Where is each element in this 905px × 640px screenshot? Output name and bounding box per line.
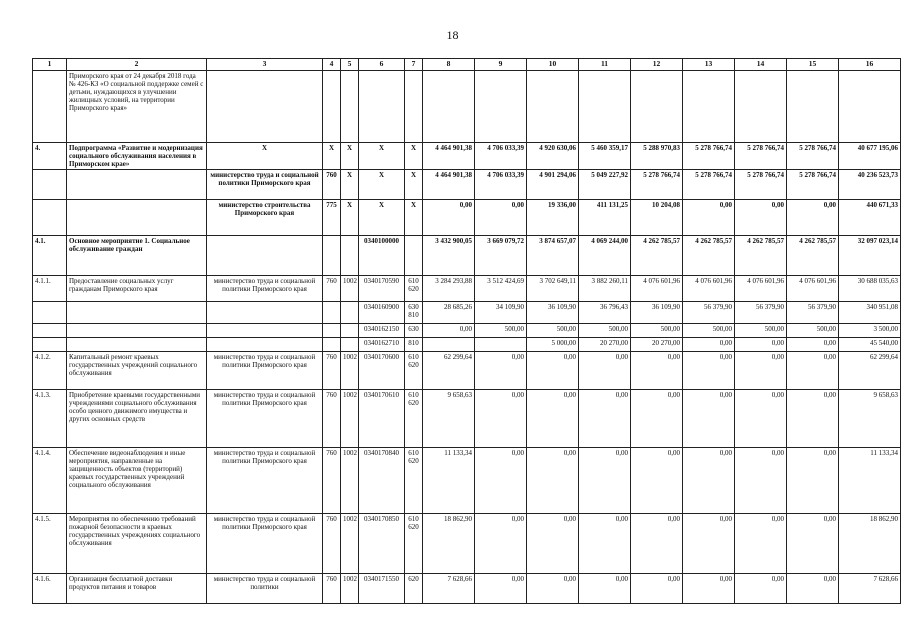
table-cell	[527, 71, 579, 143]
table-cell: 56 379,90	[683, 302, 735, 324]
table-cell: 0,00	[579, 448, 631, 514]
table-cell: 0,00	[579, 574, 631, 604]
table-cell: 760	[323, 276, 341, 302]
table-row	[33, 352, 901, 390]
table-cell: X	[359, 143, 405, 170]
table-cell: 0,00	[527, 514, 579, 574]
table-cell: 0340170590	[359, 276, 405, 302]
table-cell: 5 000,00	[527, 338, 579, 352]
table-row	[33, 324, 901, 338]
table-cell	[67, 200, 207, 236]
table-cell: 0,00	[423, 200, 475, 236]
table-cell: Подпрограмма «Развитие и модернизация социального обслуживания населения в Приморском крае»	[67, 143, 207, 170]
table-cell: 7 628,66	[839, 574, 901, 604]
table-cell: 500,00	[735, 324, 787, 338]
table-cell: 0,00	[787, 390, 839, 448]
table-cell: 0340170600	[359, 352, 405, 390]
table-cell: 0,00	[787, 352, 839, 390]
table-cell: 0340170610	[359, 390, 405, 448]
table-cell: X	[341, 170, 359, 200]
table-cell: 56 379,90	[735, 302, 787, 324]
table-cell: 4 901 294,06	[527, 170, 579, 200]
table-row	[33, 143, 901, 170]
table-cell: 760	[323, 352, 341, 390]
table-cell: 4.1.2.	[33, 352, 67, 390]
table-cell	[341, 71, 359, 143]
table-cell	[323, 302, 341, 324]
table-cell: министерство труда и социальной политики Приморского края	[207, 514, 323, 574]
table-cell	[33, 324, 67, 338]
table-cell: X	[405, 143, 423, 170]
table-cell: 610 620	[405, 448, 423, 514]
table-cell: 0,00	[631, 514, 683, 574]
table-cell: 19 336,00	[527, 200, 579, 236]
table-cell: 4 076 601,96	[787, 276, 839, 302]
table-cell	[67, 302, 207, 324]
column-header: 9	[475, 59, 527, 71]
table-cell: Предоставление социальных услуг гражданам Приморского края	[67, 276, 207, 302]
table-cell	[67, 324, 207, 338]
table-cell: 0340170840	[359, 448, 405, 514]
table-cell: 45 540,00	[839, 338, 901, 352]
table-row	[33, 71, 901, 143]
column-header: 3	[207, 59, 323, 71]
table-cell: 4.1.6.	[33, 574, 67, 604]
table-cell: 0,00	[579, 352, 631, 390]
table-cell: 0,00	[787, 448, 839, 514]
table-cell: 0340171550	[359, 574, 405, 604]
table-cell: 9 658,63	[839, 390, 901, 448]
table-cell: X	[207, 143, 323, 170]
table-cell: 0,00	[527, 390, 579, 448]
table-cell	[735, 71, 787, 143]
table-row	[33, 514, 901, 574]
table-cell: 3 500,00	[839, 324, 901, 338]
table-cell: 0,00	[735, 514, 787, 574]
table-cell: X	[405, 200, 423, 236]
table-cell	[787, 71, 839, 143]
table-cell: 4 076 601,96	[683, 276, 735, 302]
table-cell	[423, 71, 475, 143]
table-cell	[475, 71, 527, 143]
table-cell: 610 620	[405, 514, 423, 574]
table-cell: министерство труда и социальной политики Приморского края	[207, 170, 323, 200]
table-cell: 0,00	[631, 352, 683, 390]
table-cell: 1002	[341, 390, 359, 448]
table-cell	[207, 324, 323, 338]
table-cell: министерство труда и социальной политики Приморского края	[207, 276, 323, 302]
table-cell: X	[359, 200, 405, 236]
table-cell: 18 862,90	[839, 514, 901, 574]
table-cell: 56 379,90	[787, 302, 839, 324]
table-cell	[323, 338, 341, 352]
table-cell: 810	[405, 338, 423, 352]
table-cell: 4 076 601,96	[631, 276, 683, 302]
table-cell: 10 204,08	[631, 200, 683, 236]
table-cell: 0,00	[787, 574, 839, 604]
table-cell: 760	[323, 514, 341, 574]
table-cell	[405, 71, 423, 143]
table-cell: X	[323, 143, 341, 170]
table-row	[33, 276, 901, 302]
table-cell: 610 620	[405, 352, 423, 390]
table-cell: 1002	[341, 276, 359, 302]
table-cell: 0340100000	[359, 236, 405, 276]
column-header: 14	[735, 59, 787, 71]
table-cell: министерство труда и социальной политики Приморского края	[207, 448, 323, 514]
table-cell: 0,00	[579, 390, 631, 448]
table-cell: 9 658,63	[423, 390, 475, 448]
table-cell: 0,00	[683, 200, 735, 236]
table-cell: 18 862,90	[423, 514, 475, 574]
table-cell: 4.1.4.	[33, 448, 67, 514]
table-cell	[207, 338, 323, 352]
table-cell: 0,00	[475, 574, 527, 604]
table-cell: министерство труда и социальной политики Приморского края	[207, 352, 323, 390]
table-cell: 1002	[341, 514, 359, 574]
table-cell: 0,00	[423, 324, 475, 338]
table-cell: 500,00	[579, 324, 631, 338]
table-cell: 4 920 630,06	[527, 143, 579, 170]
table-cell: 30 688 035,63	[839, 276, 901, 302]
table-cell: министерство труда и социальной политики	[207, 574, 323, 604]
table-cell: 40 236 523,73	[839, 170, 901, 200]
column-header: 15	[787, 59, 839, 71]
table-cell: 500,00	[527, 324, 579, 338]
table-cell: 0,00	[475, 200, 527, 236]
table-cell: 0,00	[475, 390, 527, 448]
table-cell: 5 049 227,92	[579, 170, 631, 200]
column-header: 13	[683, 59, 735, 71]
column-header: 6	[359, 59, 405, 71]
table-cell: 5 278 766,74	[683, 170, 735, 200]
table-cell: Приобретение краевыми государственными учреждениями социального обслуживания особо ценного движимого имущества и других основных средств	[67, 390, 207, 448]
table-cell: 630 810	[405, 302, 423, 324]
table-cell: 4 069 244,00	[579, 236, 631, 276]
table-cell	[683, 71, 735, 143]
column-header: 10	[527, 59, 579, 71]
table-cell: 610 620	[405, 390, 423, 448]
column-header: 7	[405, 59, 423, 71]
table-cell: 5 278 766,74	[631, 170, 683, 200]
table-cell: 0340162150	[359, 324, 405, 338]
table-cell: 0,00	[527, 352, 579, 390]
table-cell: 4 262 785,57	[787, 236, 839, 276]
table-cell: 5 288 970,83	[631, 143, 683, 170]
table-cell: министерство строительства Приморского края	[207, 200, 323, 236]
table-cell	[33, 170, 67, 200]
table-cell	[839, 71, 901, 143]
table-cell	[67, 338, 207, 352]
table-cell	[341, 302, 359, 324]
table-cell: 5 278 766,74	[735, 170, 787, 200]
table-cell	[207, 302, 323, 324]
table-cell: 760	[323, 448, 341, 514]
table-cell	[33, 338, 67, 352]
table-cell: 610 620	[405, 276, 423, 302]
table-cell	[323, 71, 341, 143]
table-cell: 0,00	[475, 448, 527, 514]
table-row	[33, 200, 901, 236]
table-cell: 4.	[33, 143, 67, 170]
table-cell: 0,00	[631, 574, 683, 604]
table-cell: 4 262 785,57	[683, 236, 735, 276]
table-cell: X	[341, 143, 359, 170]
table-cell: 0,00	[787, 514, 839, 574]
table-cell: 0,00	[735, 390, 787, 448]
table-cell: 0,00	[527, 448, 579, 514]
table-cell: 3 702 649,11	[527, 276, 579, 302]
table-cell: 0,00	[735, 338, 787, 352]
table-row	[33, 338, 901, 352]
table-cell: Приморского края от 24 декабря 2018 года № 426-КЗ «О социальной поддержке семей с детьми, нуждающихся в улучшении жилищных условий, на территории Приморского края»	[67, 71, 207, 143]
table-cell	[207, 236, 323, 276]
table-cell: 0,00	[735, 200, 787, 236]
table-cell: 760	[323, 390, 341, 448]
table-cell: X	[359, 170, 405, 200]
table-cell: X	[405, 170, 423, 200]
table-cell: 0,00	[683, 338, 735, 352]
table-cell: 0340162710	[359, 338, 405, 352]
column-header: 1	[33, 59, 67, 71]
table-cell: 3 874 657,07	[527, 236, 579, 276]
table-cell: 62 299,64	[839, 352, 901, 390]
table-cell: министерство труда и социальной политики Приморского края	[207, 390, 323, 448]
table-cell: 0,00	[683, 574, 735, 604]
table-cell: 5 278 766,74	[735, 143, 787, 170]
table-cell: 0340170850	[359, 514, 405, 574]
table-cell: 760	[323, 170, 341, 200]
table-cell: Обеспечение видеонаблюдения и иные мероприятия, направленные на защищенность объектов (территорий) краевых государственных учреждений социального обслуживания	[67, 448, 207, 514]
table-row	[33, 170, 901, 200]
table-cell: 0,00	[631, 390, 683, 448]
table-cell: 0,00	[735, 352, 787, 390]
table-row	[33, 390, 901, 448]
table-cell: 11 133,34	[839, 448, 901, 514]
table-cell: 440 671,33	[839, 200, 901, 236]
table-cell: 340 951,08	[839, 302, 901, 324]
table-cell: 620	[405, 574, 423, 604]
table-row	[33, 448, 901, 514]
table-cell: 62 299,64	[423, 352, 475, 390]
table-cell: 4 076 601,96	[735, 276, 787, 302]
table-cell: 32 097 023,14	[839, 236, 901, 276]
table-cell	[359, 71, 405, 143]
table-cell: 0,00	[579, 514, 631, 574]
table-cell: 1002	[341, 352, 359, 390]
table-cell	[423, 338, 475, 352]
table-cell: Организация бесплатной доставки продуктов питания и товаров	[67, 574, 207, 604]
table-cell: 0,00	[787, 338, 839, 352]
table-cell: 4.1.3.	[33, 390, 67, 448]
table-cell: 4 262 785,57	[735, 236, 787, 276]
table-cell: 0,00	[683, 448, 735, 514]
table-cell: 0,00	[683, 352, 735, 390]
table-cell: 0,00	[683, 390, 735, 448]
table-cell	[341, 236, 359, 276]
table-cell	[33, 71, 67, 143]
table-cell	[341, 324, 359, 338]
table-cell: 20 270,00	[631, 338, 683, 352]
table-cell: 5 278 766,74	[787, 170, 839, 200]
table-cell	[341, 338, 359, 352]
table-cell	[323, 324, 341, 338]
column-header: 4	[323, 59, 341, 71]
table-cell: 4 464 901,38	[423, 143, 475, 170]
table-cell: 4.1.5.	[33, 514, 67, 574]
table-cell	[33, 200, 67, 236]
table-row	[33, 236, 901, 276]
table-cell: 3 284 293,88	[423, 276, 475, 302]
table-cell: 630	[405, 324, 423, 338]
table-cell: 411 131,25	[579, 200, 631, 236]
table-cell: 0,00	[527, 574, 579, 604]
table-cell: 20 270,00	[579, 338, 631, 352]
column-header: 5	[341, 59, 359, 71]
header-row	[33, 59, 901, 71]
table-cell: 11 133,34	[423, 448, 475, 514]
table-cell: 4 262 785,57	[631, 236, 683, 276]
table-cell: 0,00	[475, 352, 527, 390]
table-cell: Мероприятия по обеспечению требований пожарной безопасности в краевых государственных учреждениях социального обслуживания	[67, 514, 207, 574]
column-header: 16	[839, 59, 901, 71]
table-cell: 7 628,66	[423, 574, 475, 604]
table-cell: 4 706 033,39	[475, 143, 527, 170]
column-header: 8	[423, 59, 475, 71]
table-cell: 0,00	[735, 448, 787, 514]
table-cell: 28 685,26	[423, 302, 475, 324]
table-cell: 0,00	[735, 574, 787, 604]
table-cell: 36 109,90	[631, 302, 683, 324]
table-cell: 36 109,90	[527, 302, 579, 324]
table-cell	[67, 170, 207, 200]
budget-table	[32, 58, 901, 604]
table-cell: 34 109,90	[475, 302, 527, 324]
table-row	[33, 302, 901, 324]
column-header: 12	[631, 59, 683, 71]
table-cell: 500,00	[787, 324, 839, 338]
table-cell: 5 460 359,17	[579, 143, 631, 170]
table-cell: 775	[323, 200, 341, 236]
table-cell: 3 882 260,11	[579, 276, 631, 302]
table-cell: 0,00	[631, 448, 683, 514]
table-cell: 3 432 900,05	[423, 236, 475, 276]
table-cell: 36 796,43	[579, 302, 631, 324]
table-cell: Капитальный ремонт краевых государственных учреждений социального обслуживания	[67, 352, 207, 390]
table-cell: 4 464 901,38	[423, 170, 475, 200]
table-cell: 1002	[341, 574, 359, 604]
table-cell: 500,00	[475, 324, 527, 338]
table-cell	[405, 236, 423, 276]
table-cell: X	[341, 200, 359, 236]
column-header: 11	[579, 59, 631, 71]
table-cell: 760	[323, 574, 341, 604]
page-number: 18	[446, 28, 459, 42]
table-cell: 500,00	[683, 324, 735, 338]
table-cell: 0,00	[787, 200, 839, 236]
table-cell: 0,00	[475, 514, 527, 574]
table-cell	[579, 71, 631, 143]
table-cell	[33, 302, 67, 324]
table-cell: 40 677 195,06	[839, 143, 901, 170]
table-cell	[475, 338, 527, 352]
table-cell: 4.1.1.	[33, 276, 67, 302]
table-cell	[323, 236, 341, 276]
table-cell: 0340160900	[359, 302, 405, 324]
table-cell: 3 669 079,72	[475, 236, 527, 276]
table-cell: 5 278 766,74	[787, 143, 839, 170]
table-cell: 1002	[341, 448, 359, 514]
table-cell: 0,00	[683, 514, 735, 574]
table-cell: 5 278 766,74	[683, 143, 735, 170]
table-cell: Основное мероприятие 1. Социальное обслуживание граждан	[67, 236, 207, 276]
table-cell: 3 512 424,69	[475, 276, 527, 302]
table-cell: 4.1.	[33, 236, 67, 276]
table-cell: 4 706 033,39	[475, 170, 527, 200]
table-cell	[207, 71, 323, 143]
column-header: 2	[67, 59, 207, 71]
table-cell	[631, 71, 683, 143]
table-cell: 500,00	[631, 324, 683, 338]
table-row	[33, 574, 901, 604]
